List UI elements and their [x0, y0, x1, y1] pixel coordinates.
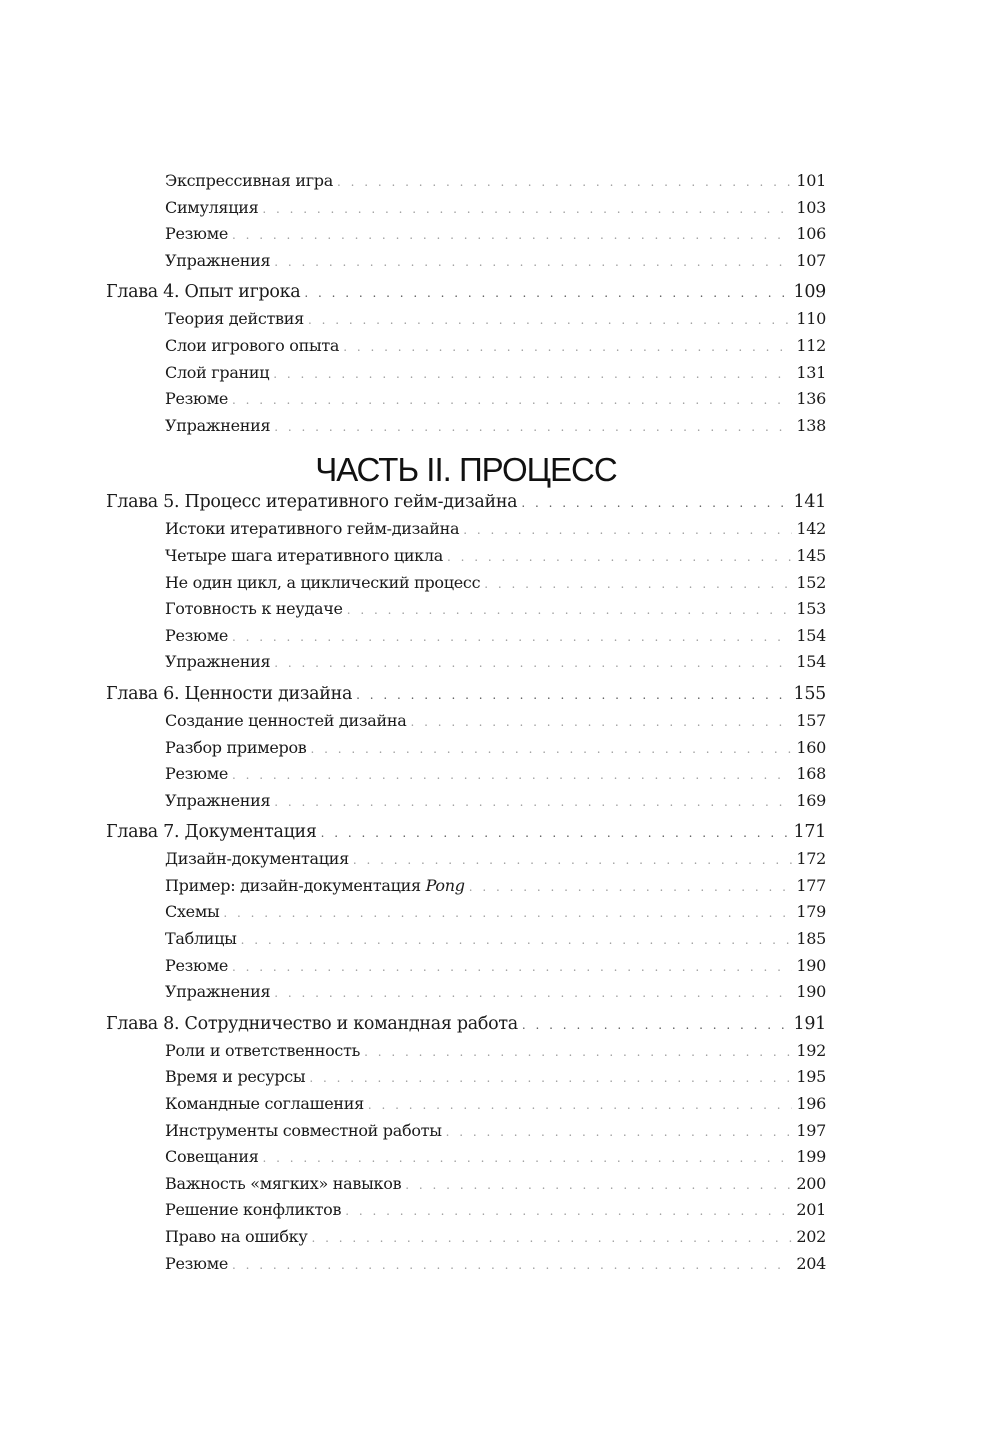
entry-title: Разбор примеров: [165, 737, 307, 757]
toc-entry[interactable]: [106, 711, 826, 738]
leader-dots: [353, 853, 792, 867]
part-heading: ЧАСТЬ II. ПРОЦЕСС: [315, 451, 617, 489]
leader-dots: [521, 496, 789, 510]
page-number: 179: [796, 902, 826, 922]
page-number: 160: [796, 737, 826, 757]
page-number: 191: [793, 1013, 826, 1034]
page-number: 192: [796, 1040, 826, 1060]
page-number: 131: [796, 362, 826, 382]
toc-entry[interactable]: [106, 902, 826, 929]
leader-dots: [223, 906, 792, 920]
page-number: 103: [796, 197, 826, 217]
page-number: 196: [796, 1094, 826, 1114]
entry-title: Схемы: [165, 902, 220, 922]
page-number: 141: [793, 492, 826, 513]
leader-dots: [241, 933, 793, 947]
leader-dots: [274, 795, 792, 809]
toc-entry[interactable]: [106, 1254, 826, 1281]
page-number: 185: [796, 929, 826, 949]
entry-title: Упражнения: [165, 250, 271, 270]
leader-dots: [232, 1258, 792, 1272]
toc-entry[interactable]: [106, 1174, 826, 1201]
toc-entry[interactable]: [106, 1200, 826, 1227]
page-number: 109: [793, 282, 826, 303]
leader-dots: [321, 826, 790, 840]
entry-title: Создание ценностей дизайна: [165, 710, 407, 730]
leader-dots: [446, 1125, 793, 1139]
entry-title: Резюме: [165, 764, 229, 784]
entry-title: Командные соглашения: [165, 1094, 364, 1114]
toc-entry[interactable]: [106, 1121, 826, 1148]
toc-entry[interactable]: [106, 336, 826, 363]
toc-entry[interactable]: [106, 416, 826, 443]
leader-dots: [274, 986, 792, 1000]
entry-title: Резюме: [165, 224, 229, 244]
page-number: 154: [796, 652, 826, 672]
leader-dots: [469, 880, 793, 894]
page-number: 155: [793, 683, 826, 704]
page-number: 152: [796, 572, 826, 592]
entry-title: Готовность к неудаче: [165, 599, 343, 619]
leader-dots: [232, 630, 792, 644]
toc-entry[interactable]: [106, 198, 826, 225]
toc-entry[interactable]: [106, 309, 826, 336]
leader-dots: [347, 603, 793, 617]
entry-title: Экспрессивная игра: [165, 171, 333, 190]
toc-chapter-7[interactable]: [106, 822, 826, 849]
toc-entry[interactable]: [106, 849, 826, 876]
page-number: 200: [796, 1173, 826, 1193]
page-number: 190: [796, 955, 826, 975]
page-number: 142: [796, 519, 826, 539]
entry-title: Резюме: [165, 955, 229, 975]
entry-title-italic: Pong: [425, 875, 465, 895]
leader-dots: [343, 340, 792, 354]
page-number: 136: [796, 389, 826, 409]
toc-entry[interactable]: [106, 224, 826, 251]
leader-dots: [405, 1178, 792, 1192]
chapter-title: Глава 8. Сотрудничество и командная работа: [106, 1013, 518, 1034]
toc-entry[interactable]: [106, 764, 826, 791]
leader-dots: [356, 688, 789, 702]
page-number: 197: [796, 1120, 826, 1140]
entry-title: Упражнения: [165, 652, 271, 672]
table-of-contents: [106, 171, 826, 1280]
leader-dots: [274, 420, 792, 434]
entry-title: Право на ошибку: [165, 1227, 308, 1246]
chapter-title: Глава 5. Процесс итеративного гейм-дизайна: [106, 492, 518, 513]
leader-dots: [232, 960, 792, 974]
leader-dots: [232, 393, 792, 407]
page-number: 172: [796, 849, 826, 869]
page-number: 112: [796, 335, 826, 355]
toc-entry[interactable]: [106, 599, 826, 626]
toc-entry[interactable]: [106, 1067, 826, 1094]
page-number: 110: [796, 309, 826, 329]
toc-entry[interactable]: [106, 1094, 826, 1121]
toc-entry[interactable]: [106, 573, 826, 600]
page-number: 101: [796, 171, 826, 190]
entry-title: Симуляция: [165, 197, 259, 217]
entry-title: Не один цикл, а циклический процесс: [165, 572, 481, 592]
toc-entry[interactable]: [106, 1147, 826, 1174]
page-number: 106: [796, 224, 826, 244]
leader-dots: [368, 1098, 792, 1112]
page-number: 202: [796, 1227, 826, 1246]
page-number: 157: [796, 710, 826, 730]
toc-entry[interactable]: [106, 363, 826, 390]
page-number: 171: [793, 822, 826, 843]
entry-title: Резюме: [165, 625, 229, 645]
leader-dots: [463, 523, 792, 537]
leader-dots: [410, 715, 792, 729]
entry-title: Упражнения: [165, 415, 271, 435]
entry-title: Слой границ: [165, 362, 270, 382]
entry-title: [165, 876, 465, 895]
toc-entry[interactable]: [106, 876, 826, 903]
leader-dots: [337, 175, 792, 189]
leader-dots: [345, 1204, 792, 1218]
entry-title: Теория действия: [165, 309, 304, 329]
entry-title: Таблицы: [165, 929, 237, 949]
leader-dots: [262, 202, 792, 216]
entry-title: Резюме: [165, 389, 229, 409]
toc-entry[interactable]: [106, 1041, 826, 1068]
leader-dots: [522, 1018, 790, 1032]
entry-title: Совещания: [165, 1147, 259, 1167]
toc-chapter-5[interactable]: [106, 492, 826, 519]
page-number: 154: [796, 625, 826, 645]
toc-entry[interactable]: [106, 929, 826, 956]
entry-title: Слои игрового опыта: [165, 335, 340, 355]
leader-dots: [308, 313, 792, 327]
page-number: 153: [796, 599, 826, 619]
entry-title: Роли и ответственность: [165, 1040, 361, 1060]
toc-entry[interactable]: [106, 791, 826, 818]
entry-title: Инструменты совместной работы: [165, 1120, 442, 1140]
entry-title: Упражнения: [165, 790, 271, 810]
toc-entry[interactable]: [106, 251, 826, 278]
page-number: 138: [796, 415, 826, 435]
leader-dots: [311, 1231, 792, 1245]
chapter-title: Глава 6. Ценности дизайна: [106, 683, 353, 704]
page-number: 107: [796, 250, 826, 270]
leader-dots: [263, 1151, 793, 1165]
toc-entry[interactable]: [106, 982, 826, 1009]
toc-chapter-8[interactable]: [106, 1014, 826, 1041]
entry-title: Решение конфликтов: [165, 1200, 342, 1220]
leader-dots: [274, 656, 792, 670]
page-number: 195: [796, 1067, 826, 1087]
leader-dots: [311, 742, 793, 756]
toc-entry[interactable]: [106, 626, 826, 653]
toc-entry[interactable]: [106, 738, 826, 765]
page-number: 145: [796, 545, 826, 565]
entry-title: Важность «мягких» навыков: [165, 1173, 402, 1193]
leader-dots: [304, 286, 789, 300]
entry-title: Дизайн-документация: [165, 849, 349, 869]
leader-dots: [447, 550, 792, 564]
chapter-title: Глава 7. Документация: [106, 822, 317, 843]
chapter-title: Глава 4. Опыт игрока: [106, 282, 301, 303]
entry-title-text: Пример: дизайн-документация: [165, 875, 426, 895]
toc-chapter-6[interactable]: [106, 684, 826, 711]
toc-entry[interactable]: [106, 956, 826, 983]
page-number: 177: [796, 875, 826, 895]
leader-dots: [232, 228, 792, 242]
entry-title: Время и ресурсы: [165, 1067, 306, 1087]
page-number: 169: [796, 790, 826, 810]
toc-entry[interactable]: [106, 389, 826, 416]
page-number: 204: [796, 1253, 826, 1273]
entry-title: Резюме: [165, 1253, 229, 1273]
leader-dots: [484, 577, 792, 591]
toc-entry[interactable]: [106, 652, 826, 679]
page-number: 168: [796, 764, 826, 784]
toc-entry[interactable]: [106, 171, 826, 198]
leader-dots: [232, 768, 792, 782]
entry-title: Упражнения: [165, 982, 271, 1002]
toc-chapter-4[interactable]: [106, 282, 826, 309]
leader-dots: [274, 255, 792, 269]
entry-title: Четыре шага итеративного цикла: [165, 545, 443, 565]
leader-dots: [273, 367, 792, 381]
leader-dots: [309, 1071, 792, 1085]
toc-entry[interactable]: [106, 1227, 826, 1254]
page-number: 190: [796, 982, 826, 1002]
toc-entry[interactable]: [106, 546, 826, 573]
page-number: 201: [796, 1200, 826, 1220]
leader-dots: [364, 1045, 792, 1059]
page-number: 199: [796, 1147, 826, 1167]
toc-entry[interactable]: [106, 519, 826, 546]
entry-title: Истоки итеративного гейм-дизайна: [165, 519, 460, 539]
